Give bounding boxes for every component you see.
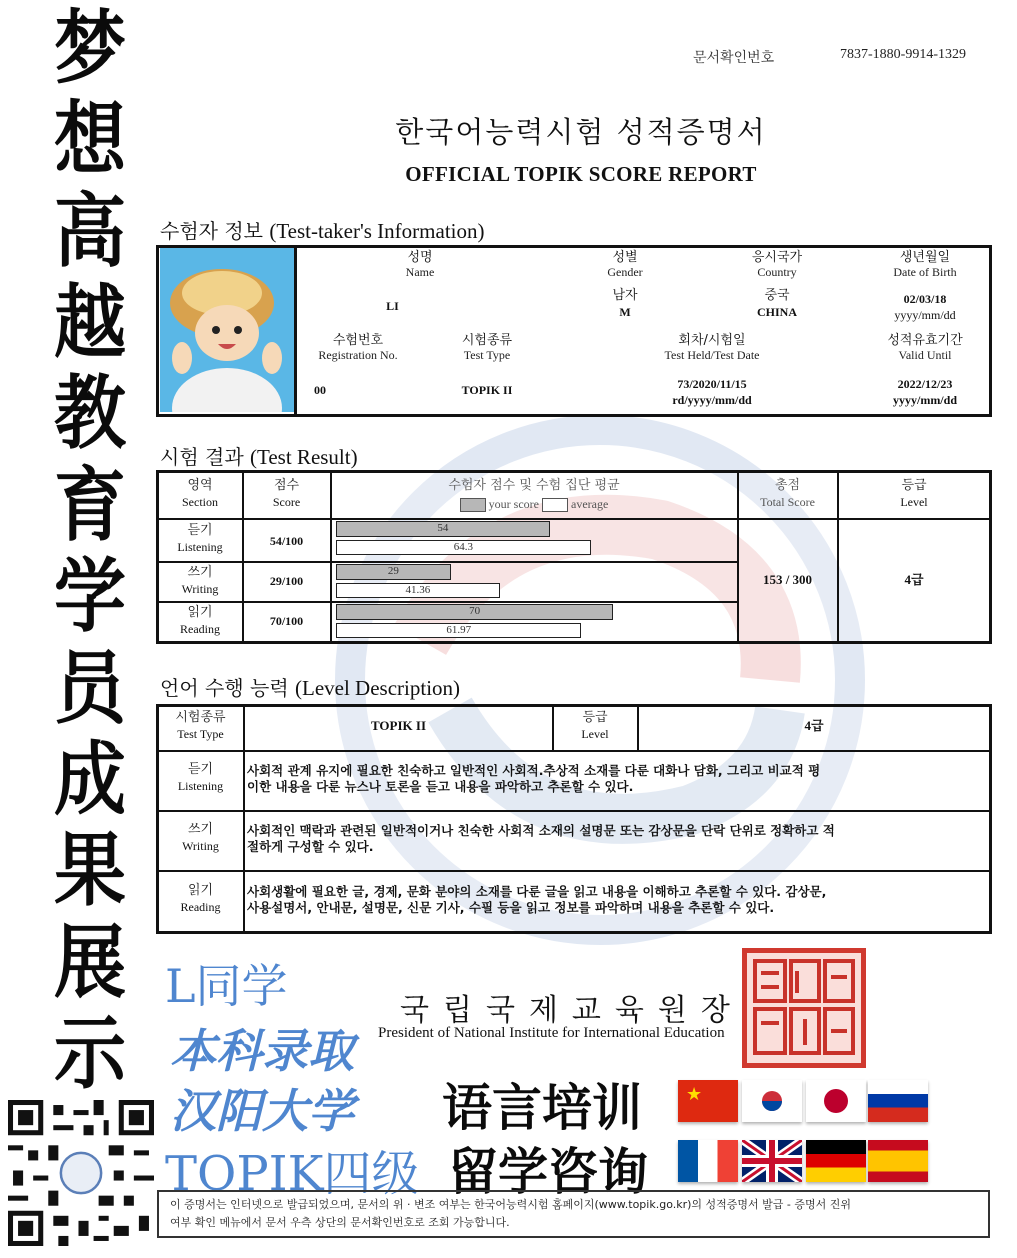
bar-average: 41.36 <box>336 583 500 598</box>
row-listening-en: Listening <box>177 540 223 554</box>
country-label-ko: 응시국가 <box>751 250 803 265</box>
banner-char: 展 <box>54 914 126 1009</box>
banner-char: 成 <box>54 731 126 826</box>
valid-label-en: Valid Until <box>898 348 952 362</box>
banner-char: 梦 <box>54 1 126 95</box>
country-label-en: Country <box>757 265 797 279</box>
ld-reading-line: 사회생활에 필요한 글, 경제, 문화 분야의 소재를 다룬 글을 읽고 내용을 이해하고 추론할 수 있다. 감상문, <box>247 884 827 899</box>
valid-header <box>855 333 995 363</box>
info-heading-en: (Test-taker's Information) <box>269 219 485 243</box>
banner-char: 员 <box>54 640 126 735</box>
gender-header <box>555 250 695 280</box>
row-reading-ko: 읽기 <box>187 605 213 620</box>
legend-you-label: your score <box>488 497 539 511</box>
dob-value <box>855 291 995 323</box>
gender-value-en: M <box>619 305 631 319</box>
total-score-value: 153 / 300 <box>762 572 813 587</box>
ld-level-en: Level <box>581 727 609 741</box>
ld-listening-line: 사회적 관계 유지에 필요한 친숙하고 일반적인 사회적.추상적 소재를 다룬 대화나 담화, 그리고 비교적 평 <box>247 763 821 778</box>
dob-value-date: 02/03/18 <box>903 292 947 306</box>
title-english: OFFICIAL TOPIK SCORE REPORT <box>405 162 757 186</box>
promo-university: 汉阳大学 <box>170 1084 354 1138</box>
score-col-ko: 점수 <box>273 478 300 493</box>
promo-study-abroad: 留学咨询 <box>448 1142 648 1201</box>
china-flag-icon <box>678 1080 738 1122</box>
bar-average: 61.97 <box>336 623 581 638</box>
divider <box>156 518 992 520</box>
france-flag-icon <box>678 1140 738 1182</box>
section-col-header <box>158 478 242 510</box>
section-col-ko: 영역 <box>187 478 213 493</box>
ld-type-header <box>158 710 243 742</box>
country-value-ko: 중국 <box>764 288 790 303</box>
footer-line: 여부 확인 메뉴에서 문서 우측 상단의 문서확인번호로 조회 가능합니다. <box>170 1216 510 1229</box>
ld-type-ko: 시험종류 <box>175 710 226 725</box>
banner-char: 教 <box>54 366 126 461</box>
ld-type-en: Test Type <box>177 727 224 741</box>
bar-average: 64.3 <box>336 540 591 555</box>
doc-number-value: 7837-1880-9914-1329 <box>840 47 966 62</box>
result-heading-en: (Test Result) <box>250 445 358 469</box>
ld-writing-line: 절하게 구성할 수 있다. <box>247 839 374 854</box>
row-writing-ko: 쓰기 <box>187 565 213 580</box>
total-col-ko: 총점 <box>774 478 801 493</box>
result-heading <box>160 441 358 470</box>
seal-pattern-icon <box>747 953 861 1063</box>
ld-writing-line: 사회적인 맥락과 관련된 일반적이거나 친숙한 사회적 소재의 설명문 또는 감상문을 단락 단위로 정확하고 적 <box>247 823 835 838</box>
ld-writing-ko: 쓰기 <box>187 822 214 837</box>
dob-value-format: yyyy/mm/dd <box>894 308 956 322</box>
ld-type-value: TOPIK II <box>370 718 427 733</box>
vertical-banner <box>30 1 150 1100</box>
country-header <box>707 250 847 280</box>
row-listening-label <box>158 523 242 555</box>
total-col-header <box>738 478 837 510</box>
banner-char: 高 <box>54 183 126 278</box>
row-writing-en: Writing <box>181 582 219 596</box>
held-label-ko: 회차/시험일 <box>678 333 746 348</box>
avatar-icon <box>160 248 294 412</box>
ld-reading-en: Reading <box>180 900 221 914</box>
ld-level-value: 4급 <box>804 718 824 733</box>
banner-char: 越 <box>54 275 126 370</box>
level-value: 4급 <box>904 572 924 587</box>
svg-text:★: ★ <box>686 1084 703 1104</box>
reg-label-ko: 수험번호 <box>332 333 384 348</box>
name-value: LI <box>386 299 399 313</box>
level-desc-heading-en: (Level Description) <box>295 676 461 700</box>
graph-col-ko: 수험자 점수 및 수험 집단 평균 <box>448 478 620 493</box>
ld-listening-ko: 듣기 <box>187 762 214 777</box>
divider <box>156 561 737 563</box>
level-col-ko: 등급 <box>901 478 927 493</box>
banner-char: 果 <box>54 823 126 918</box>
ld-writing-label <box>158 822 243 854</box>
bar-your-score: 70 <box>336 604 613 620</box>
held-label-en: Test Held/Test Date <box>664 348 760 362</box>
type-label-ko: 시험종류 <box>461 333 513 348</box>
ld-reading-desc <box>247 884 987 916</box>
reg-header <box>288 333 428 363</box>
type-header <box>417 333 557 363</box>
photo <box>160 248 294 412</box>
legend-swatch-you <box>460 498 486 512</box>
ld-listening-en: Listening <box>177 779 224 793</box>
ld-listening-line: 이한 내용을 다룬 뉴스나 토론을 듣고 내용을 파악하고 추론할 수 있다. <box>247 779 634 794</box>
promo-language-training: 语言培训 <box>442 1078 642 1137</box>
gender-value-ko: 남자 <box>612 288 638 303</box>
row-writing-label <box>158 565 242 597</box>
held-value-date: 73/2020/11/15 <box>677 377 747 391</box>
level-desc-heading-ko: 언어 수행 능력 <box>160 676 289 700</box>
spain-flag-icon <box>868 1140 928 1182</box>
legend-avg-label: average <box>571 497 609 511</box>
divider <box>156 870 992 872</box>
divider <box>156 810 992 812</box>
section-col-en: Section <box>182 495 218 509</box>
dob-header <box>855 250 995 280</box>
divider <box>243 704 245 934</box>
germany-flag-icon <box>806 1140 866 1182</box>
row-listening-score: 54/100 <box>269 534 304 548</box>
banner-char: 育 <box>54 457 126 552</box>
divider <box>156 601 737 603</box>
reg-label-en: Registration No. <box>318 348 398 362</box>
banner-char: 学 <box>54 549 126 644</box>
dob-label-ko: 생년월일 <box>899 250 951 265</box>
held-value-format: rd/yyyy/mm/dd <box>672 393 752 407</box>
row-writing-score: 29/100 <box>269 574 304 588</box>
level-col-en: Level <box>900 495 928 509</box>
uk-flag-icon <box>742 1140 802 1182</box>
ld-level-header <box>553 710 637 742</box>
bar-your-score: 54 <box>336 521 550 537</box>
russia-flag-icon <box>868 1080 928 1122</box>
gender-label-ko: 성별 <box>612 250 638 265</box>
ld-reading-ko: 읽기 <box>187 883 214 898</box>
info-heading-ko: 수험자 정보 <box>160 219 263 243</box>
ld-listening-label <box>158 762 243 794</box>
dob-label-en: Date of Birth <box>893 265 957 279</box>
promo-student: L同学 <box>165 959 288 1013</box>
score-col-header <box>243 478 330 510</box>
result-heading-ko: 시험 결과 <box>160 445 244 469</box>
reg-value: 00 <box>314 383 326 397</box>
name-label-ko: 성명 <box>407 250 433 265</box>
level-col-header <box>838 478 990 510</box>
row-reading-label <box>158 605 242 637</box>
ld-listening-desc <box>247 763 987 795</box>
ld-writing-desc <box>247 823 987 855</box>
banner-char: 示 <box>54 1005 126 1100</box>
level-desc-heading <box>160 672 460 701</box>
ld-level-ko: 등급 <box>582 710 608 725</box>
score-col-en: Score <box>272 495 301 509</box>
type-label-en: Test Type <box>463 348 511 362</box>
row-reading-en: Reading <box>180 622 220 636</box>
official-seal-icon <box>742 948 866 1068</box>
promo-admission: 本科录取 <box>170 1024 354 1078</box>
footer-note <box>170 1196 980 1232</box>
graph-col-header <box>331 478 737 512</box>
row-reading-score: 70/100 <box>269 614 304 628</box>
korea-flag-icon <box>742 1080 802 1122</box>
title-korean: 한국어능력시험 성적증명서 <box>395 115 767 149</box>
bar-your-score: 29 <box>336 564 451 580</box>
valid-value-date: 2022/12/23 <box>897 377 953 391</box>
gender-value <box>555 288 695 320</box>
valid-value <box>855 376 995 408</box>
info-heading <box>160 215 484 244</box>
president-title-ko: 국립국제교육원장 <box>400 993 744 1028</box>
footer-line: 이 증명서는 인터넷으로 발급되었으며, 문서의 위 · 변조 여부는 한국어능력시험 홈페이지(www.topik.go.kr)의 성적증명서 발급 - 증명서 진위 <box>170 1198 851 1211</box>
type-value: TOPIK II <box>461 383 513 397</box>
valid-label-ko: 성적유효기간 <box>887 333 963 348</box>
qr-code-icon <box>8 1100 154 1246</box>
legend-swatch-avg <box>542 498 568 512</box>
country-value <box>707 288 847 320</box>
name-header <box>350 250 490 280</box>
gender-label-en: Gender <box>607 265 643 279</box>
total-col-en: Total Score <box>760 495 815 509</box>
name-label-en: Name <box>405 265 435 279</box>
divider <box>156 750 992 752</box>
held-value <box>632 376 792 408</box>
ld-reading-line: 사용설명서, 안내문, 설명문, 신문 기사, 수필 등을 읽고 정보를 파악하며 내용을 추론할 수 있다. <box>247 900 775 915</box>
ld-reading-label <box>158 883 243 915</box>
valid-value-format: yyyy/mm/dd <box>892 393 957 407</box>
ld-writing-en: Writing <box>182 839 219 853</box>
country-value-en: CHINA <box>756 305 797 319</box>
japan-flag-icon <box>806 1080 866 1122</box>
promo-topik: TOPIK四级 <box>165 1146 420 1202</box>
president-title-en: President of National Institute for International Education <box>378 1025 725 1041</box>
doc-number-label: 문서확인번호 <box>693 50 775 66</box>
graph-legend <box>331 496 737 512</box>
divider <box>294 245 297 417</box>
held-header <box>632 333 792 363</box>
row-listening-ko: 듣기 <box>187 523 213 538</box>
banner-char: 想 <box>54 92 126 187</box>
